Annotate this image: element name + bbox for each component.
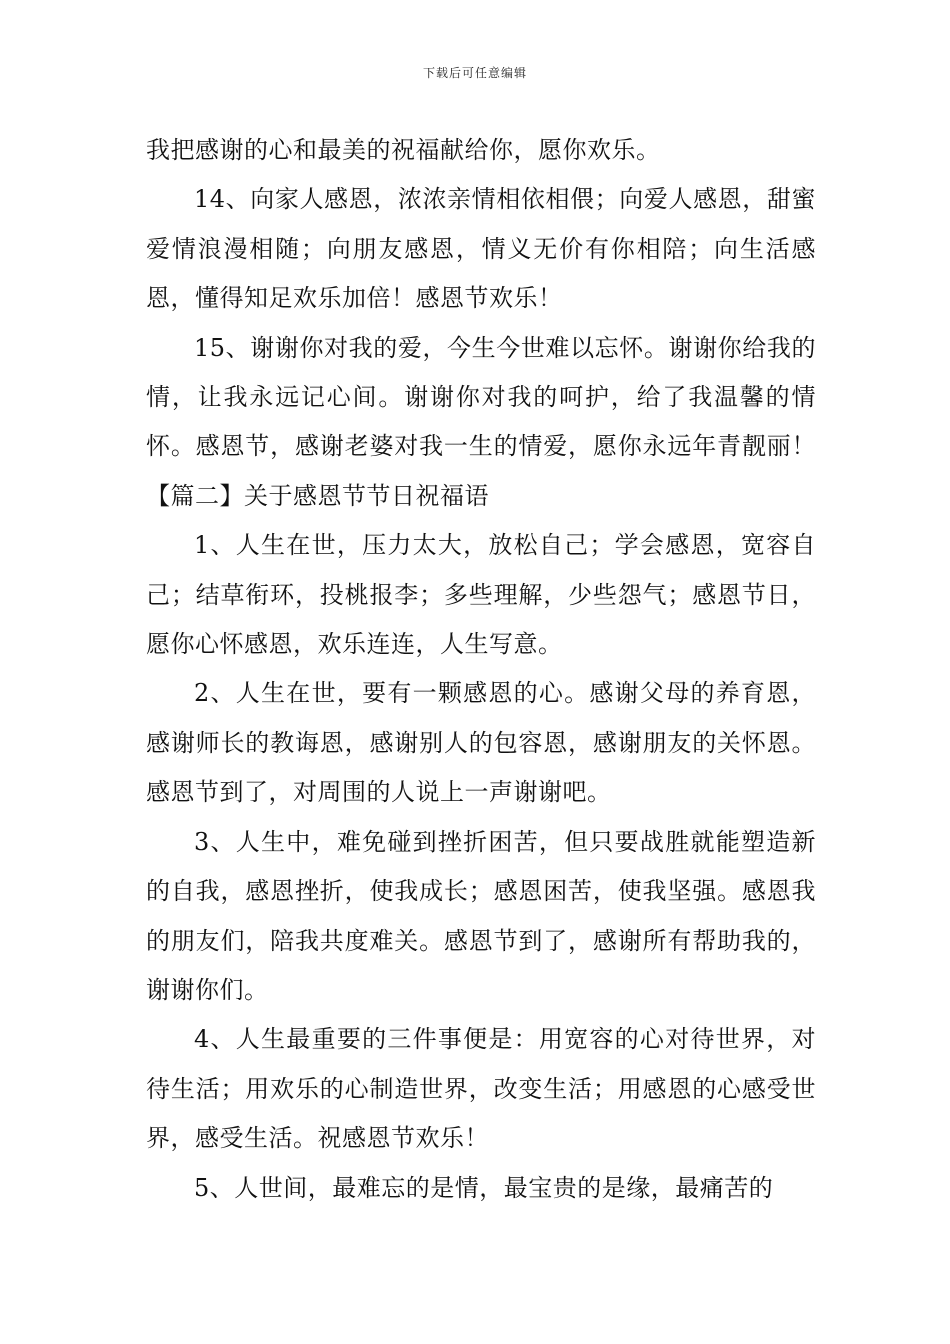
paragraph-5: 2、人生在世，要有一颗感恩的心。感谢父母的养育恩，感谢师长的教诲恩，感谢别人的包容恩，感谢朋友的关怀恩。感恩节到了，对周围的人说上一声谢谢吧。 [146,679,816,807]
paragraph-4: 1、人生在世，压力太大，放松自己；学会感恩，宽容自己；结草衔环，投桃报李；多些理解，少些怨气；感恩节日，愿你心怀感恩，欢乐连连，人生写意。 [146,531,816,659]
paragraph-8: 5、人世间，最难忘的是情，最宝贵的是缘，最痛苦的 [194,1173,774,1202]
paragraph-2: 14、向家人感恩，浓浓亲情相依相偎；向爱人感恩，甜蜜爱情浪漫相随；向朋友感恩，情义无价有你相陪；向生活感恩，懂得知足欢乐加倍！感恩节欢乐！ [146,185,816,313]
page-header: 下载后可任意编辑 [422,66,527,80]
document-body [146,126,816,1213]
paragraph-6: 3、人生中，难免碰到挫折困苦，但只要战胜就能塑造新的自我，感恩挫折，使我成长；感恩困苦，使我坚强。感恩我的朋友们，陪我共度难关。感恩节到了，感谢所有帮助我的，谢谢你们。 [146,827,816,1004]
paragraph-3: 15、谢谢你对我的爱，今生今世难以忘怀。谢谢你给我的情，让我永远记心间。谢谢你对我的呵护，给了我温馨的情怀。感恩节，感谢老婆对我一生的情爱，愿你永远年青靓丽！【篇二】关于感恩节节日祝福语 [146,333,816,510]
paragraph-7: 4、人生最重要的三件事便是：用宽容的心对待世界，对待生活；用欢乐的心制造世界，改变生活；用感恩的心感受世界，感受生活。祝感恩节欢乐！ [146,1025,816,1153]
paragraph-1: 我把感谢的心和最美的祝福献给你，愿你欢乐。 [146,136,661,164]
